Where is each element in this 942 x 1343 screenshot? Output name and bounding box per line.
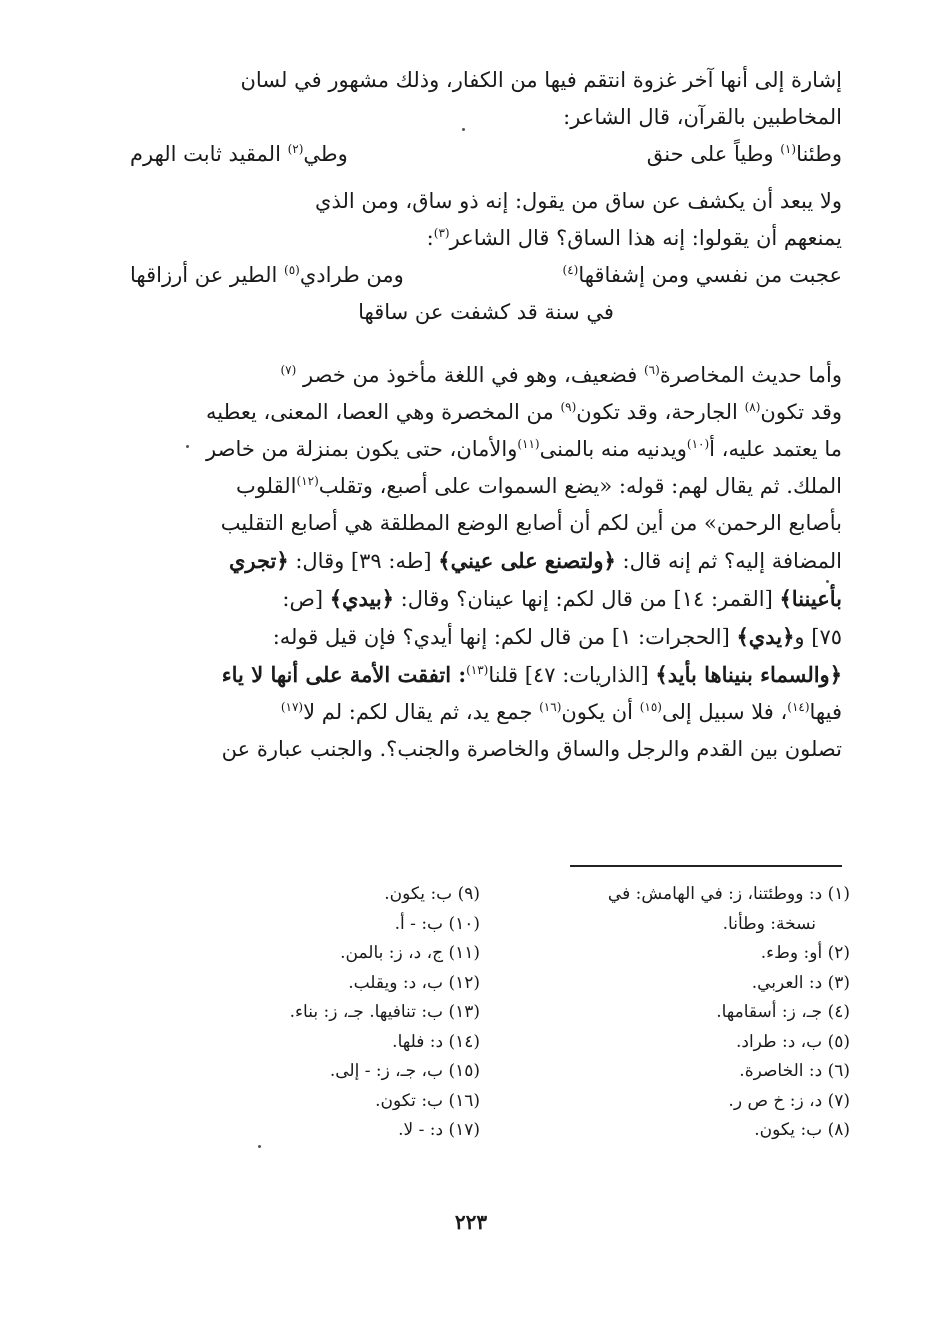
footnote: (٨) ب: يكون. — [754, 1120, 850, 1140]
footnote: (١١) ج، د، ز: بالمن. — [340, 943, 480, 963]
scan-speck — [826, 580, 829, 583]
text-line: بأعيننا﴾ [القمر: ١٤] من قال لكم: إنها عينان؟ وقال: ﴿بيدي﴾ [ص: — [282, 586, 842, 611]
footnote: (١) د: ووطئتنا، ز: في الهامش: في — [607, 884, 850, 904]
text-line: المضافة إليه؟ ثم إنه قال: ﴿ولتصنع على عيني﴾ [طه: ٣٩] وقال: ﴿تجري — [228, 548, 842, 573]
footnote: (١٢) ب، د: ويقلب. — [348, 972, 480, 993]
text-line: ٧٥] و﴿يدي﴾ [الحجرات: ١] من قال لكم: إنها أيدي؟ فإن قيل قوله: — [272, 624, 842, 649]
quran-quote: ﴿تجري — [228, 548, 289, 573]
quran-quote: بأعيننا﴾ — [779, 586, 842, 611]
verse-hemistich-right: وطئنا$^{(١)}$ وطياً على حنق — [646, 142, 842, 166]
text-line: فيها$^{(١٤)}$، فلا سبيل إلى$^{(١٥)}$ أن يكون$^{(١٦)}$ جمع يد، ثم يقال لكم: لم لا$^{(١٧)}$ — [280, 700, 842, 724]
footnotes-left-column — [150, 880, 480, 1146]
footnote: (١٧) د: - لا. — [398, 1120, 480, 1140]
footnote: (١٥) ب، جـ، ز: - إلى. — [329, 1061, 480, 1081]
footnote: (٤) جـ، ز: أسقامها. — [716, 1002, 850, 1022]
paragraph-2 — [130, 183, 842, 257]
quran-quote: ﴿بيدي﴾ — [329, 586, 394, 611]
footnote: (٥) ب، د: طراد. — [735, 1031, 850, 1052]
text-line: الملك. ثم يقال لهم: قوله: «يضع السموات على أصبع، وتقلب$^{(١٢)}$القلوب — [236, 474, 842, 498]
footnote: (١٠) ب: - أ. — [394, 913, 480, 934]
scan-speck — [258, 1145, 261, 1148]
main-text — [130, 62, 842, 768]
footnote: (١٦) ب: تكون. — [375, 1090, 480, 1111]
text-line: يمنعهم أن يقولوا: إنه هذا الساق؟ قال الشاعر$^{(٣)}$: — [426, 226, 842, 250]
text-line: وقد تكون$^{(٨)}$ الجارحة، وقد تكون$^{(٩)}$ من المخصرة وهي العصا، المعنى، يعطيه — [206, 400, 842, 424]
footnote: (٧) د، ز: خ ص ر. — [728, 1090, 850, 1111]
text-line: تصلون بين القدم والرجل والساق والخاصرة والجنب؟. والجنب عبارة عن — [221, 737, 842, 761]
footnote: (١٣) ب: تنافيها. جـ، ز: بناء. — [289, 1002, 480, 1022]
footnote-continuation: نسخة: وطأنا. — [722, 913, 816, 934]
paragraph-3 — [130, 357, 842, 768]
verse-hemistich-left: ومن طرادي$^{(٥)}$ الطير عن أرزاقها — [130, 263, 404, 287]
text-line: ﴿والسماء بنيناها بأيد﴾ [الذاريات: ٤٧] قلنا$^{(١٣)}$: اتفقت الأمة على أنها لا ياء — [221, 662, 842, 687]
quran-quote: ﴿يدي﴾ — [736, 624, 795, 649]
footnotes — [150, 880, 850, 1146]
quran-quote: ﴿والسماء بنيناها بأيد﴾ — [655, 662, 842, 687]
page-number: ٢٢٣ — [454, 1210, 488, 1234]
footnote: (٢) أو: وطء. — [760, 943, 850, 963]
quran-quote: ﴿ولتصنع على عيني﴾ — [438, 548, 616, 573]
footnotes-right-column — [520, 880, 850, 1146]
footnote-divider — [570, 865, 842, 867]
footnote: (٩) ب: يكون. — [384, 884, 480, 904]
footnote: (١٤) د: فلها. — [392, 1031, 480, 1052]
text-line: المخاطبين بالقرآن، قال الشاعر: — [563, 105, 842, 129]
text-line: بأصابع الرحمن» من أين لكم أن أصابع الوضع المطلقة هي أصابع التقليب — [220, 511, 842, 535]
footnote: (٣) د: العربي. — [751, 972, 850, 993]
verse-line — [130, 136, 842, 173]
text-line: ما يعتمد عليه، أ$^{(١٠)}$ويدنيه منه بالمنى$^{(١١)}$والأمان، حتى يكون بمنزلة من خاصر — [206, 437, 842, 461]
scan-speck — [462, 128, 465, 131]
text-line: إشارة إلى أنها آخر غزوة انتقم فيها من الكفار، وذلك مشهور في لسان — [240, 68, 842, 92]
text-line: وأما حديث المخاصرة$^{(٦)}$ فضعيف، وهو في اللغة مأخوذ من خصر $^{(٧)}$ — [280, 363, 842, 387]
verse-hemistich-left: وطي$^{(٢)}$ المقيد ثابت الهرم — [130, 142, 348, 166]
scan-speck — [186, 445, 189, 448]
footnote: (٦) د: الخاصرة. — [739, 1061, 850, 1081]
verse-hemistich-right: عجبت من نفسي ومن إشفاقها$^{(٤)}$ — [562, 263, 842, 287]
text-line: ولا يبعد أن يكشف عن ساق من يقول: إنه ذو ساق، ومن الذي — [315, 189, 842, 213]
verse-second-line: في سنة قد كشفت عن ساقها — [358, 300, 614, 324]
verse-line — [130, 257, 842, 294]
paragraph-1 — [130, 62, 842, 136]
